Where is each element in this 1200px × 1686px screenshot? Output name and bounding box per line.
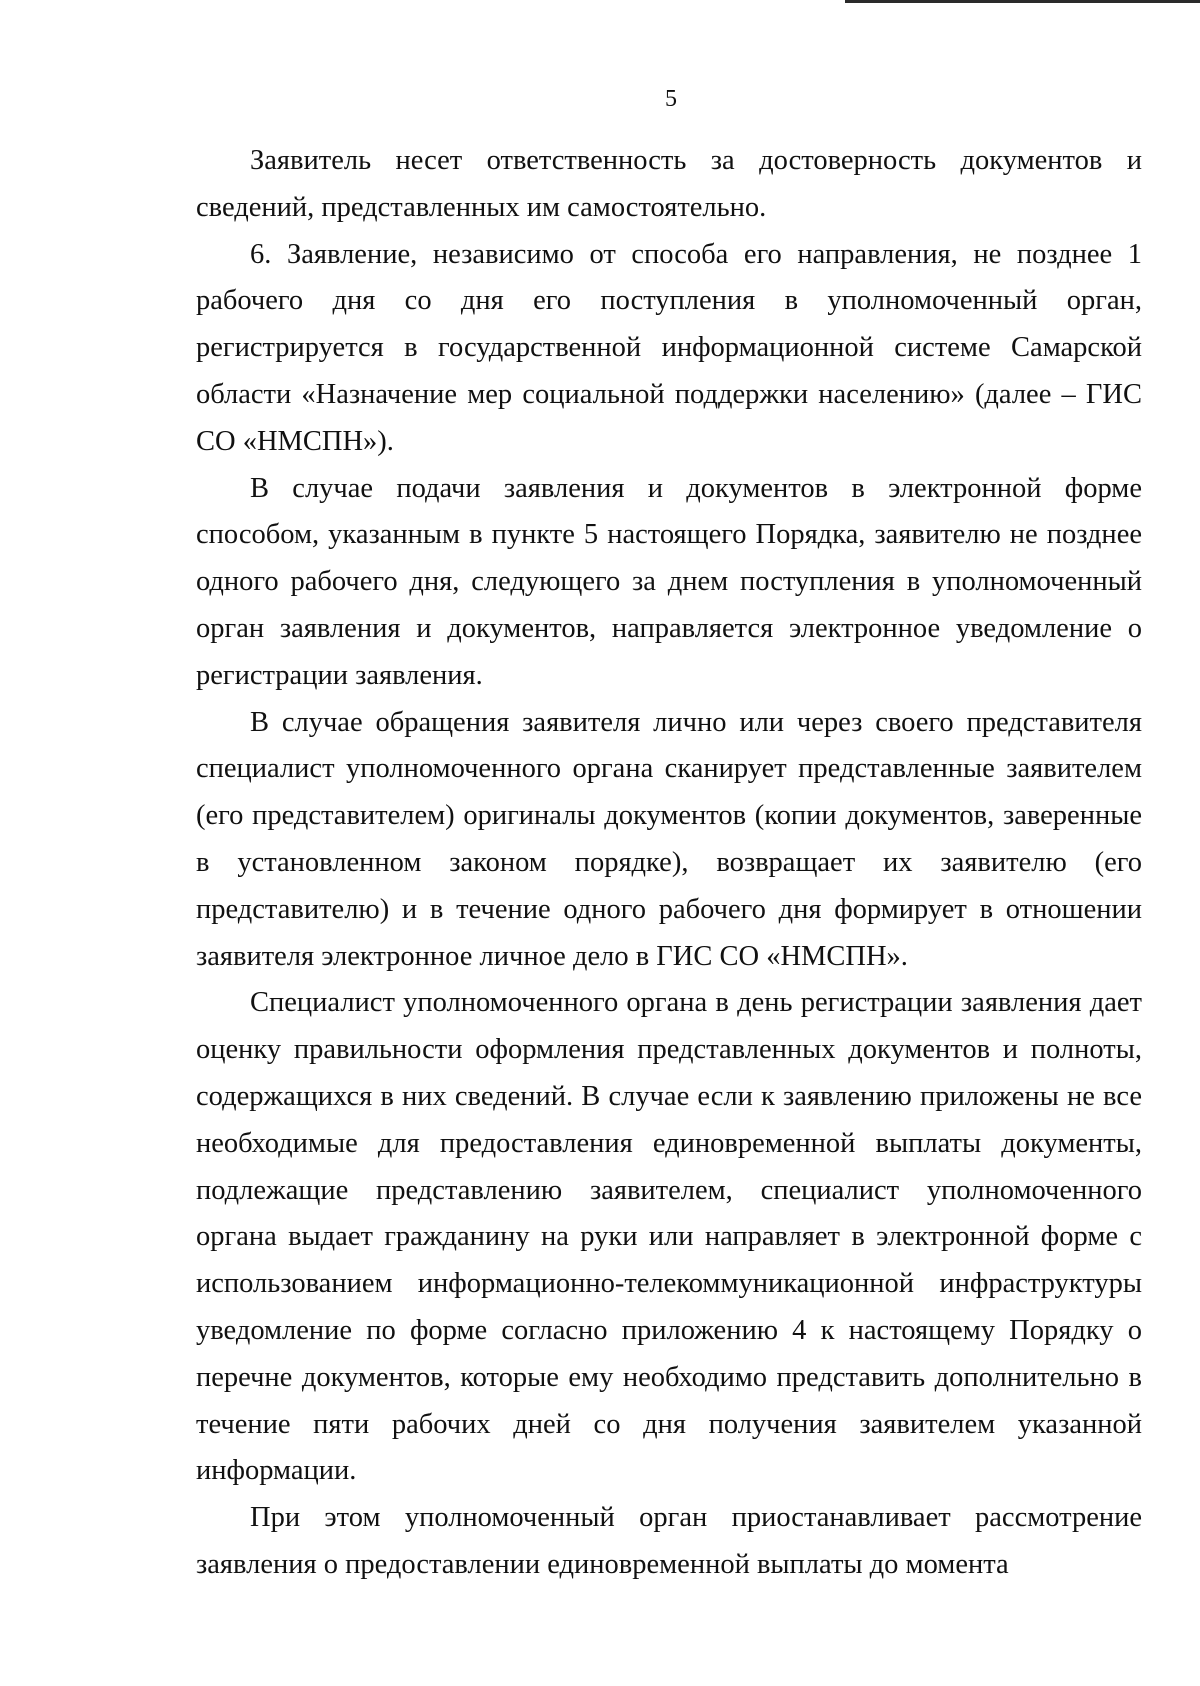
paragraph-application-registration: 6. Заявление, независимо от способа его направления, не позднее 1 рабочего дня со дня его поступления в уполномоченный орган, регистрируется в государственной информационной системе Самарской области «Назначение мер социальной поддержки населению» (далее – ГИС СО «НМСПН»).: [196, 238, 1142, 457]
paragraph-suspension: При этом уполномоченный орган приостанавливает рассмотрение заявления о предоставлении единовременной выплаты до момента: [196, 1502, 1142, 1580]
paragraph-applicant-responsibility: Заявитель несет ответственность за достоверность документов и сведений, представленных им самостоятельно.: [196, 145, 1142, 223]
paragraph-specialist-assessment: Специалист уполномоченного органа в день регистрации заявления дает оценку правильности оформления представленных документов и полноты, содержащихся в них сведений. В случае если к заявлению приложены не все необходимые для предоставления единовременной выплаты документы, подлежащие представлению заявителем, специалист уполномоченного органа выдает гражданину на руки или направляет в электронной форме с использованием информационно-телекоммуникационной инфраструктуры уведомление по форме согласно приложению 4 к настоящему Порядку о перечне документов, которые ему необходимо представить дополнительно в течение пяти рабочих дней со дня получения заявителем указанной информации.: [196, 987, 1142, 1487]
paragraph-personal-appeal: В случае обращения заявителя лично или через своего представителя специалист уполномоченного органа сканирует представленные заявителем (его представителем) оригиналы документов (копии документов, заверенные в установленном законом порядке), возвращает их заявителю (его представителю) и в течение одного рабочего дня формирует в отношении заявителя электронное личное дело в ГИС СО «НМСПН».: [196, 706, 1142, 972]
scan-edge-line: [845, 0, 1200, 3]
page-number: 5: [665, 86, 677, 112]
document-body: [196, 138, 1142, 1589]
paragraph-electronic-submission: В случае подачи заявления и документов в электронной форме способом, указанным в пункте 5 настоящего Порядка, заявителю не позднее одного рабочего дня, следующего за днем поступления в уполномоченный орган заявления и документов, направляется электронное уведомление о регистрации заявления.: [196, 472, 1142, 691]
